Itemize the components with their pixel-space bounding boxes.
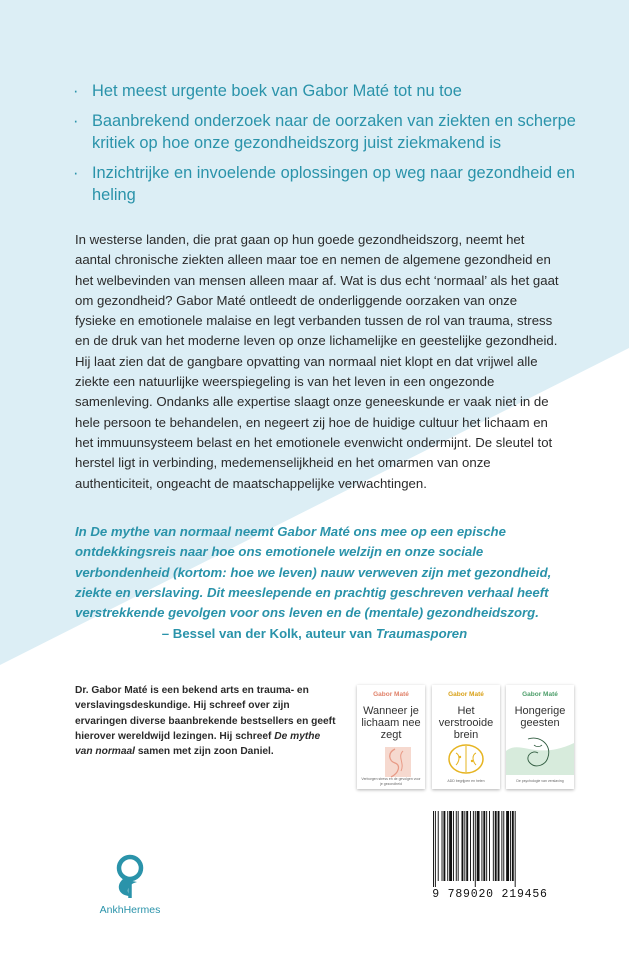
book-cover-hongerige-geesten — [506, 685, 574, 789]
selling-points — [72, 80, 592, 214]
publisher-name: AnkhHermes — [99, 904, 161, 916]
quote-book-title: In De mythe van normaal — [75, 524, 232, 539]
barcode-bar — [510, 811, 511, 881]
book-title: Hongerige geesten — [514, 705, 566, 729]
barcode-bar — [498, 811, 500, 881]
author-bio-book: De mythe van normaal — [75, 730, 321, 758]
brain-icon — [446, 743, 486, 775]
book-cover-wanneer-je-lichaam-nee-zegt — [357, 685, 425, 789]
book-author: Gabor Maté — [448, 691, 484, 698]
barcode-bar — [435, 811, 436, 887]
barcode-bar — [462, 811, 464, 881]
publisher-logo — [95, 852, 165, 922]
face-line-art-icon — [506, 731, 574, 775]
book-subtitle: De psychologie van verslaving — [516, 779, 564, 783]
selling-point — [72, 162, 592, 206]
bullet-icon: · — [73, 164, 79, 182]
barcode-bar — [515, 811, 516, 887]
book-subtitle: ADD begrijpen en helen — [447, 779, 485, 783]
barcode-bar — [443, 811, 445, 881]
barcode-bar — [475, 811, 476, 887]
ankhhermes-logo-icon — [105, 852, 155, 902]
book-subtitle: Verborgen stress en de gevolgen voor je gezondheid — [361, 777, 421, 786]
barcode-bar — [438, 811, 439, 881]
endorsement-quote — [75, 522, 565, 623]
author-bio-text: Dr. Gabor Maté is een bekend arts en trauma- en verslavingsdeskundige. Hij schreef over zijn ervaringen diverse baanbrekende bestsellers en geeft hierover wereldwijd lezingen. Hij schreef — [75, 685, 336, 742]
barcode-bar — [473, 811, 474, 881]
barcode-bar — [442, 811, 443, 881]
isbn-number: 9 789020 219456 — [432, 888, 548, 901]
quote-attribution-book: Traumasporen — [375, 626, 468, 641]
barcode-bar — [470, 811, 471, 881]
barcode-bar — [495, 811, 497, 881]
barcode-bar — [481, 811, 482, 881]
barcode-bar — [464, 811, 465, 881]
author-bio — [75, 683, 340, 759]
barcode-bar — [453, 811, 454, 881]
book-author: Gabor Maté — [522, 691, 558, 698]
selling-point — [72, 110, 592, 154]
barcode-bar — [503, 811, 504, 881]
quote-attribution-text: – Bessel van der Kolk, auteur van — [161, 626, 376, 641]
author-bio-tail: samen met zijn zoon Daniel. — [135, 746, 274, 758]
book-author: Gabor Maté — [373, 691, 409, 698]
bullet-icon: · — [73, 82, 79, 100]
barcode-bar — [477, 811, 480, 881]
barcode-bar — [449, 811, 452, 881]
barcode-bar — [483, 811, 485, 881]
quote-attribution — [0, 626, 629, 641]
barcode-bar — [447, 811, 448, 881]
book-cover-het-verstrooide-brein — [432, 685, 500, 789]
barcode-bar — [458, 811, 459, 881]
isbn-barcode — [425, 806, 555, 904]
selling-point — [72, 80, 592, 102]
barcode-bar — [512, 811, 514, 881]
selling-point-text: Inzichtrijke en invoelende oplossingen op weg naar gezondheid en heling — [92, 164, 575, 204]
barcode-bar — [501, 811, 502, 881]
barcode-bar — [506, 811, 509, 881]
barcode-bar — [433, 811, 434, 887]
barcode-bar — [486, 811, 487, 881]
book-title: Wanneer je lichaam nee zegt — [361, 705, 421, 741]
quote-text: neemt Gabor Maté ons mee op een epische ontdekkingsreis naar hoe ons emotionele welzijn en onze sociale verbondenheid (kortom: hoe we leven) nauw verweven zijn met gezondheid, ziekte en verslaving. Dit meeslepende en prachtig geschreven verhaal heeft verstrekkende gevolgen voor ons leven en de (mentale) gezondheidszorg. — [75, 524, 552, 621]
bullet-icon: · — [73, 112, 79, 130]
selling-point-text: Het meest urgente boek van Gabor Maté tot nu toe — [92, 82, 462, 100]
barcode-bar — [466, 811, 468, 881]
barcode-bar — [489, 811, 490, 881]
book-title: Het verstrooide brein — [438, 705, 494, 741]
barcode-bar — [456, 811, 457, 881]
barcode-bar — [493, 811, 494, 881]
barcode-bars — [432, 811, 548, 887]
figure-illustration-icon — [365, 743, 417, 779]
selling-point-text: Baanbrekend onderzoek naar de oorzaken van ziekten en scherpe kritiek op hoe onze gezondheidszorg juist ziekmakend is — [92, 112, 576, 152]
blurb-text: In westerse landen, die prat gaan op hun goede gezondheidszorg, neemt het aantal chronische ziekten alleen maar toe en nemen de algemene gezondheid en het welbevinden van mensen alleen maar af. Wat is dus echt ‘normaal’ als het gaat om gezondheid? Gabor Maté ontleedt de onderliggende oorzaken van onze fysieke en emotionele malaise en legt verbanden tussen de rol van trauma, stress en de druk van het moderne leven op onze lichamelijke en geestelijke gezondheid. Hij laat zien dat de gangbare opvatting van normaal niet klopt en dat vrijwel alle ziekte een natuurlijke weerspiegeling is van het leven in een ongezonde samenleving. Ondanks alle expertise slaagt onze geneeskunde er vaak niet in de hele persoon te behandelen, en negeert zij hoe de huidige cultuur het lichaam en het immuunsysteem belast en het emotionele evenwicht ondermijnt. De sleutel tot herstel ligt in verbinding, medemenselijkheid en het omarmen van onze authenticiteit, ongeacht de maatschappelijke verwachtingen. — [75, 232, 559, 491]
